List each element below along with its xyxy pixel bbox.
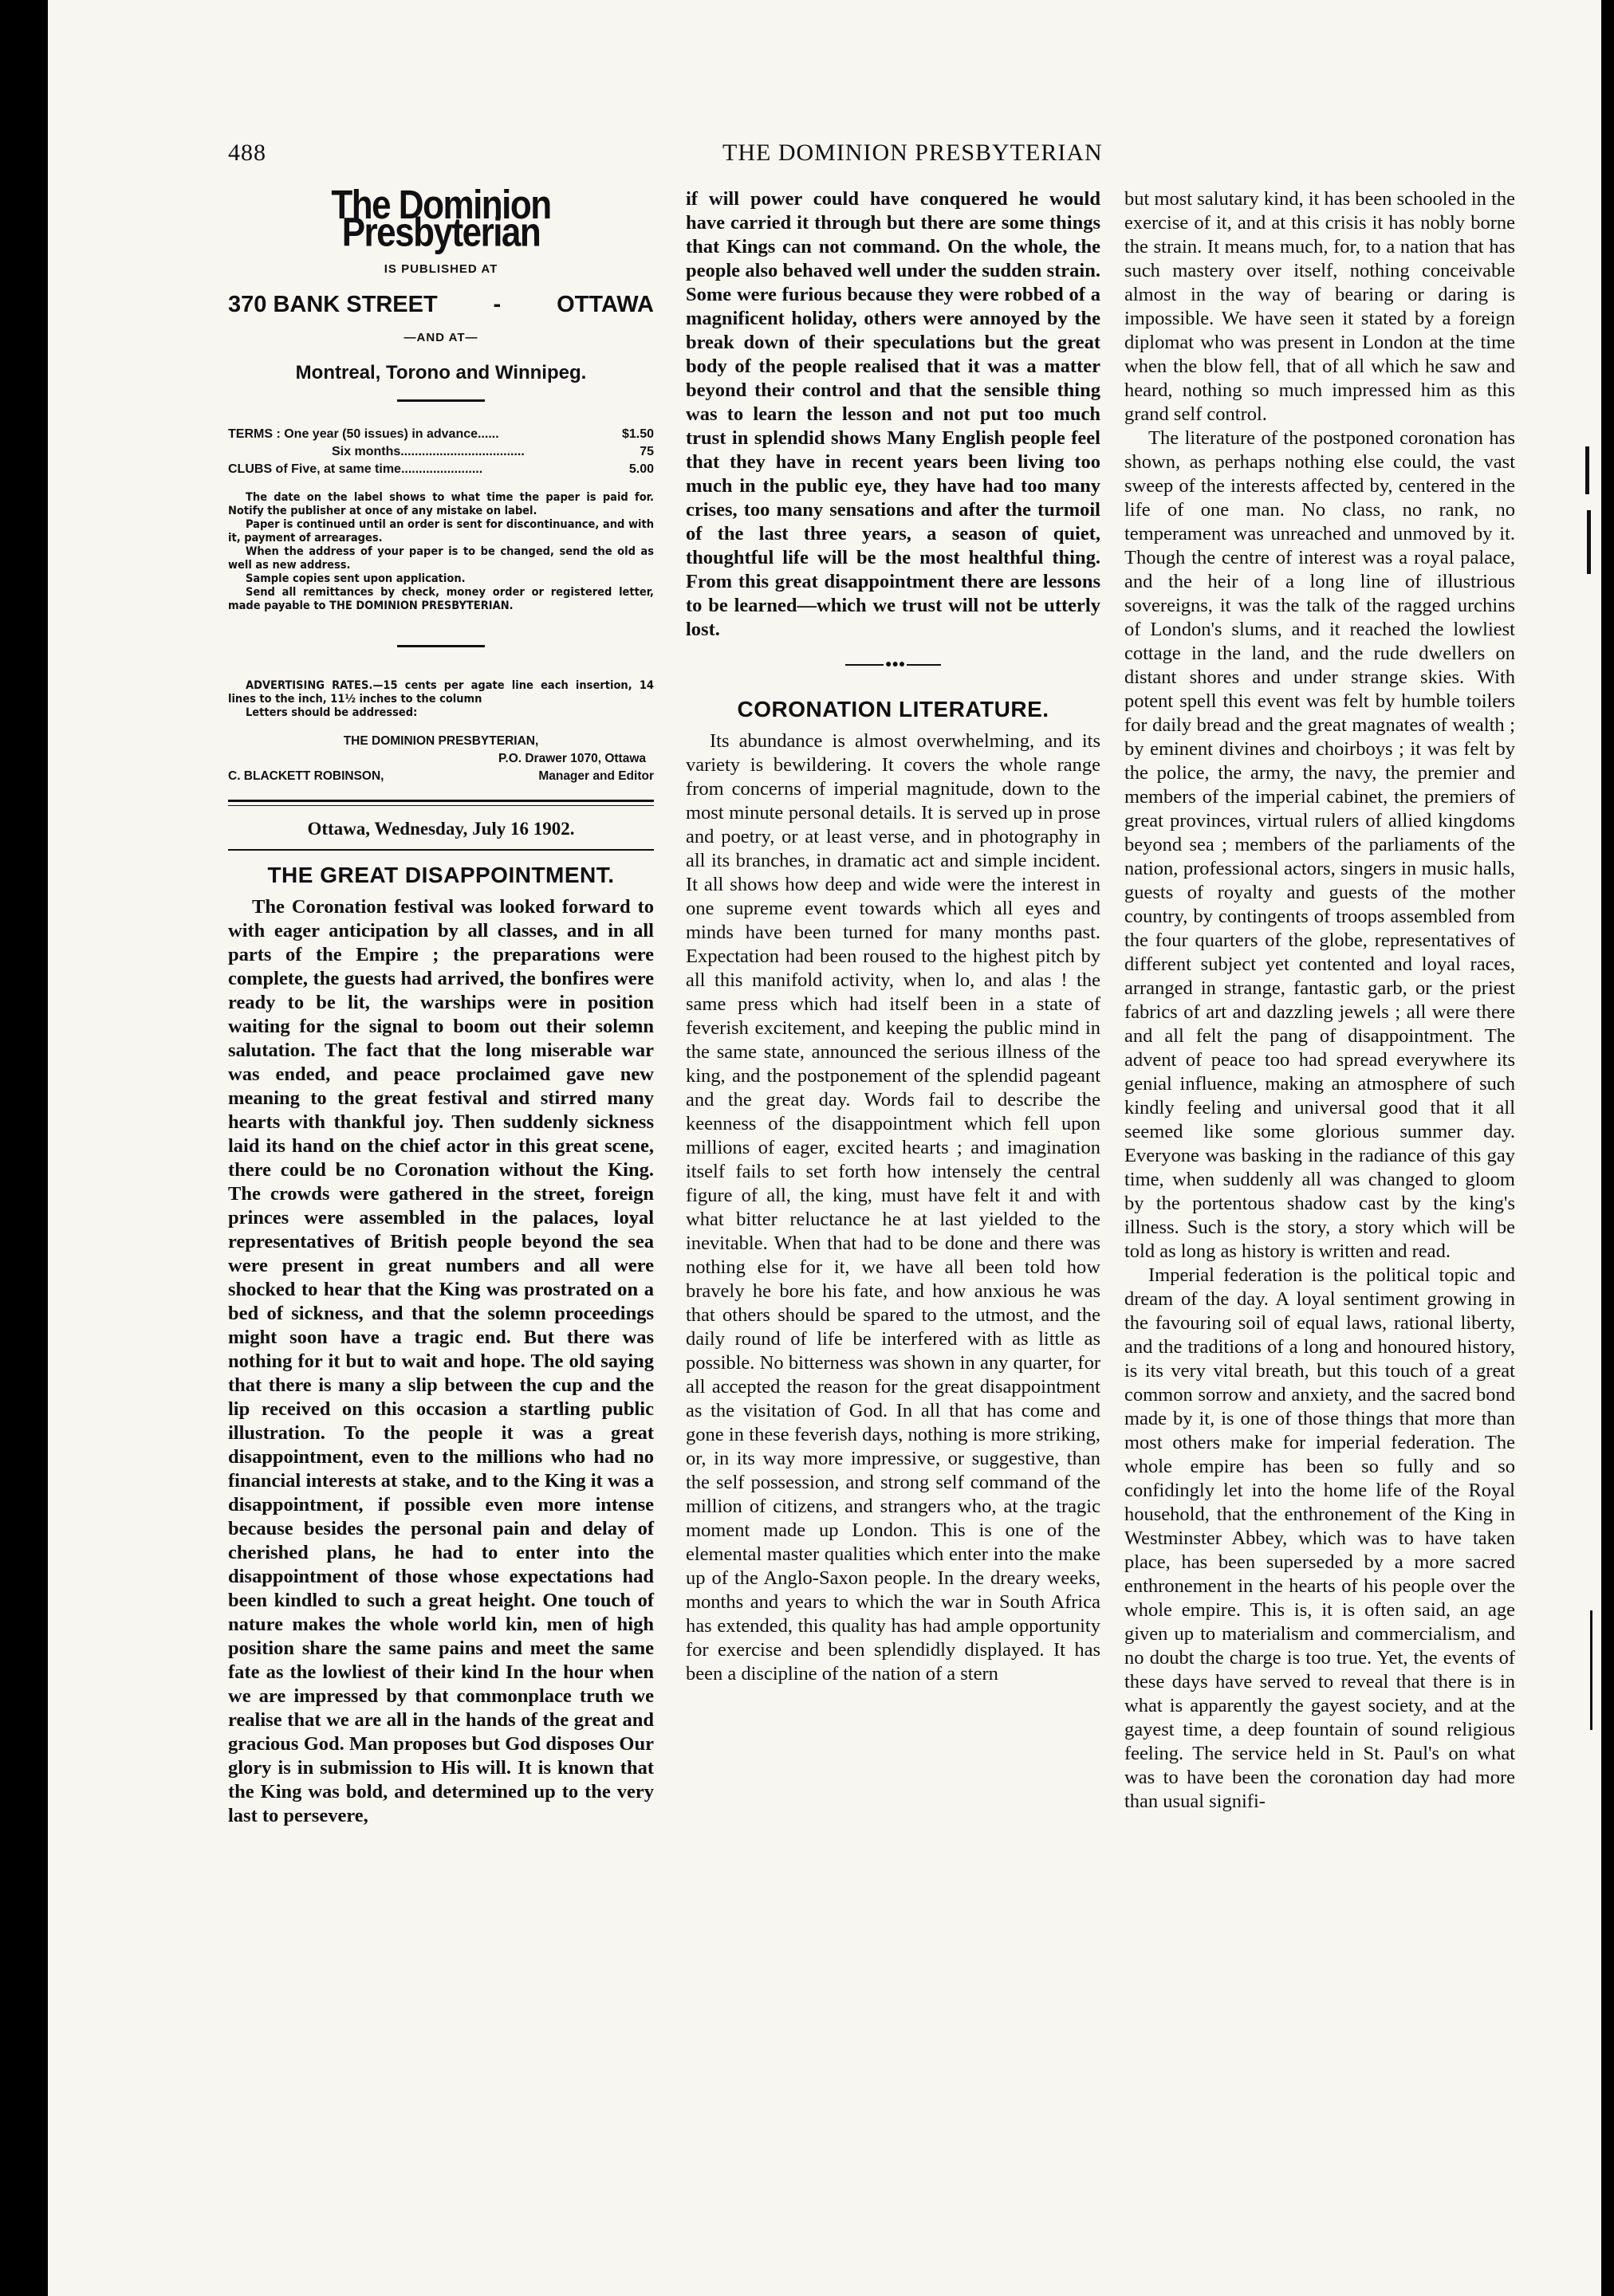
dateline: Ottawa, Wednesday, July 16 1902. — [307, 819, 575, 839]
divider — [397, 399, 485, 402]
other-cities: Montreal, Torono and Winnipeg. — [295, 362, 587, 383]
po-box: P.O. Drawer 1070, Ottawa — [498, 752, 646, 765]
terms-item-label: One year (50 issues) in advance...... — [284, 427, 499, 441]
column-2 — [686, 187, 1100, 1686]
article-body — [686, 187, 1100, 642]
running-title: THE DOMINION PRESBYTERIAN — [722, 140, 1103, 166]
terms-price: 75 — [640, 445, 654, 458]
article-body — [228, 895, 654, 1828]
subscriber-notices — [228, 491, 654, 613]
divider — [228, 849, 654, 851]
scan-mark — [1590, 1610, 1592, 1730]
and-at: —AND AT— — [404, 331, 478, 344]
notice-item: The date on the label shows to what time the paper is paid for. Notify the publisher at once of any mistake on label. — [228, 491, 654, 517]
notice-item: When the address of your paper is to be changed, send the old as well as new address. — [228, 545, 654, 572]
terms-row — [228, 426, 654, 443]
manager-title: Manager and Editor — [538, 769, 654, 783]
article-heading: THE GREAT DISAPPOINTMENT. — [267, 863, 615, 887]
terms-price: 5.00 — [628, 462, 654, 476]
publisher-address — [228, 293, 654, 316]
manager-line — [228, 768, 654, 785]
masthead-title: The Dominion Presbyterian — [331, 183, 551, 255]
column-1 — [228, 183, 654, 1828]
page-number: 488 — [228, 140, 266, 166]
mailing-address — [228, 733, 654, 785]
notice-item: Send all remittances by check, money order or registered letter, made payable to THE DOMINION PRESBYTERIAN. — [228, 586, 654, 612]
subscription-terms — [228, 426, 654, 478]
article-paragraph: The Coronation festival was looked forward to with eager anticipation by all classes, and in all parts of the Empire ; the preparations were complete, the guests had arrived, the bonfires were ready to be lit, the warships were in position waiting for the signal to boom out their solemn salutation. The fact that the long miserable war was ended, and peace proclaimed gave new meaning to the great festival and stirred many hearts with thankful joy. Then suddenly sickness laid its hand on the chief actor in this great scene, there could be no Coronation without the King. The crowds were gathered in the street, foreign princes were assembled in the palaces, loyal representatives of British people beyond the sea were present in great numbers and all were shocked to hear that the King was prostrated on a bed of sickness, and that the solemn proceedings might soon have a tragic end. But there was nothing for it but to wait and hope. The old saying that there is many a slip between the cup and the lip received on this occasion a startling public illustration. To the people it was a great disappointment, even to the millions who had no financial interests at stake, and to the King it was a disappointment, if possible even more intense because besides the personal pain and delay of cherished plans, he had to enter into the disappointment of those whose expectations had been kindled to such a great height. One touch of nature makes the whole world kin, men of high position share the same pains and meet the same fate as the lowliest of their kind In the hour when we are impressed by that commonplace truth we realise that we are all in the hands of the great and gracious God. Man proposes but God disposes Our glory is in submission to His will. It is known that the King was bold, and determined up to the very last to persevere, — [228, 896, 654, 1826]
city-name: OTTAWA — [557, 292, 654, 317]
advertising-text: ADVERTISING RATES.—15 cents per agate line each insertion, 14 lines to the inch, 11½ inches to the column — [228, 679, 654, 706]
divider — [228, 800, 654, 806]
manager-name: C. BLACKETT ROBINSON, — [228, 769, 384, 783]
terms-item-label: Six months................................... — [332, 445, 525, 458]
divider — [397, 645, 485, 647]
addressee: THE DOMINION PRESBYTERIAN, — [343, 734, 539, 748]
article-paragraph: The literature of the postponed coronation has shown, as perhaps nothing else could, the vast sweep of the interests affected by, centered in the life of one man. No class, no rank, no temperament was unreached and unmoved by it. Though the centre of interest was a royal palace, and the heir of a long line of illustrious sovereigns, it was the talk of the ragged urchins of London's slums, and it reached the lowliest cottage in the land, and the rude dwellers on distant shores and under strange skies. With potent spell this event was felt by humble toilers for daily bread and the great magnates of wealth ; by eminent divines and choirboys ; it was felt by the police, the army, the navy, the premier and members of the imperial cabinet, the premiers of great provinces, virtual rulers of allied kingdoms beyond sea ; members of the parliaments of the nation, professional actors, singers in music halls, guests of royalty and guests of the mother country, by contingents of troops assembled from the four quarters of the globe, representatives of different subject yet contented and loyal races, arranged in strange, fantastic garb, or the priest fabrics of art and dazzling jewels ; all were there and all felt the pang of disappointment. The advent of peace too had spread everywhere its genial influence, making an atmosphere of such kindly feeling and universal good that it all seemed like some glorious summer day. Everyone was basking in the radiance of this gay time, when suddenly all was changed to gloom by the portentous shadow cast by the king's illness. Such is the story, a story which will be told as long as history is written and read. — [1124, 427, 1515, 1262]
article-paragraph: Imperial federation is the political topic and dream of the day. A loyal sentiment growing in the favouring soil of equal laws, rational liberty, and the traditions of a long and honoured history, is its very vital breath, but this touch of a great common sorrow and anxiety, and the sacred bond made by it, is one of those things that more than most others make for imperial federation. The whole empire has been so fully and so confidingly let into the home life of the Royal household, that the enthronement of the King in Westminster Abbey, which was to have taken place, has been superseded by a more sacred enthronement in the hearts of his people over the whole empire. This is, it is often said, an age given up to materialism and commercialism, and no doubt the charge is too true. Yet, the events of these days have served to reveal that there is in what is apparently the gayest society, and at the gayest time, a deep fountain of sound religious feeling. The service held in St. Paul's on what was to have been the coronation day had more than usual signifi- — [1124, 1264, 1515, 1812]
published-at: IS PUBLISHED AT — [384, 262, 498, 276]
street-address: 370 BANK STREET — [228, 292, 438, 317]
terms-label: TERMS : — [228, 427, 281, 441]
article-heading: CORONATION LITERATURE. — [737, 697, 1049, 721]
letters-note: Letters should be addressed: — [246, 706, 418, 719]
terms-row — [228, 443, 654, 461]
terms-price: $1.50 — [621, 427, 654, 441]
section-divider: ●●● — [845, 664, 941, 666]
article-paragraph: if will power could have conquered he would have carried it through but there are some things that Kings can not command. On the whole, the people also behaved well under the sudden strain. Some were furious because they were robbed of a magnificent holiday, others were annoyed by the break down of their speculations but the great body of the people realised that it was a matter beyond their control and that the sensible thing was to learn the lesson and not put too much trust in splendid shows Many English people feel that they have in recent years been living too much in the public eye, they have had too many crises, too many sensations and after the turmoil of the last three years, a season of quiet, thoughtful life will be the most healthful thing. From this great disappointment there are lessons to be learned—which we trust will not be utterly lost. — [686, 188, 1100, 640]
article-body — [686, 729, 1100, 1686]
notice-item: Paper is continued until an order is sent for discontinuance, and with it, payment of arrearages. — [228, 518, 654, 545]
article-paragraph: but most salutary kind, it has been schooled in the exercise of it, and at this crisis it has nobly borne the strain. It means much, for, to a nation that has such mastery over itself, nothing conceivable almost in the way of bearing or daring is impossible. We have seen it stated by a foreign diplomat who was present in London at the time when the blow fell, that of all which he saw and heard, nothing so much impressed him as this grand self control. — [1124, 188, 1515, 425]
advertising-rates — [228, 679, 654, 720]
terms-row — [228, 461, 654, 478]
terms-item-label: CLUBS of Five, at same time....................... — [228, 462, 483, 476]
scan-mark — [1587, 510, 1591, 574]
newspaper-page — [48, 0, 1601, 2296]
page-header — [228, 140, 1512, 171]
article-paragraph: Its abundance is almost overwhelming, and its variety is bewildering. It covers the whole range from concerns of imperial magnitude, down to the most minute personal details. It is served up in prose and poetry, or at least verse, and in photography in all its branches, in dramatic act and simple incident. It all shows how deep and wide were the interest in one supreme event towards which all eyes and minds have been turned for many months past. Expectation had been roused to the highest pitch by all this manifold activity, when lo, and alas ! the same press which had itself been in a state of feverish excitement, and keeping the public mind in the same state, announced the serious illness of the king, and the postponement of the splendid pageant and the great day. Words fail to describe the keenness of the disappointment which fell upon millions of eager, excited hearts ; and imagination itself fails to set forth how intensely the central figure of all, the king, must have felt it and with what bitter reluctance he at last yielded to the inevitable. When that had to be done and there was nothing else for it, we have all been told how bravely he bore his fate, and how anxious he was that others should be spared to the utmost, and the daily round of life be interfered with as little as possible. No bitterness was shown in any quarter, for all accepted the reason for the great disappointment as the visitation of God. In all that has come and gone in these feverish days, nothing is more striking, or, in its way more impressive, or suggestive, than the self possession, and strong self command of the million of citizens, and strangers who, at the tragic moment made up London. This is one of the elemental master qualities which enter into the make up of the Anglo-Saxon people. In the dreary weeks, months and years to which the war in South Africa has extended, this quality has had ample opportunity for exercise and been splendidly displayed. It has been a discipline of the nation of a stern — [686, 730, 1100, 1685]
notice-item: Sample copies sent upon application. — [246, 572, 466, 585]
address-separator: - — [493, 292, 502, 317]
scan-mark — [1585, 446, 1589, 494]
column-3 — [1124, 187, 1515, 1814]
